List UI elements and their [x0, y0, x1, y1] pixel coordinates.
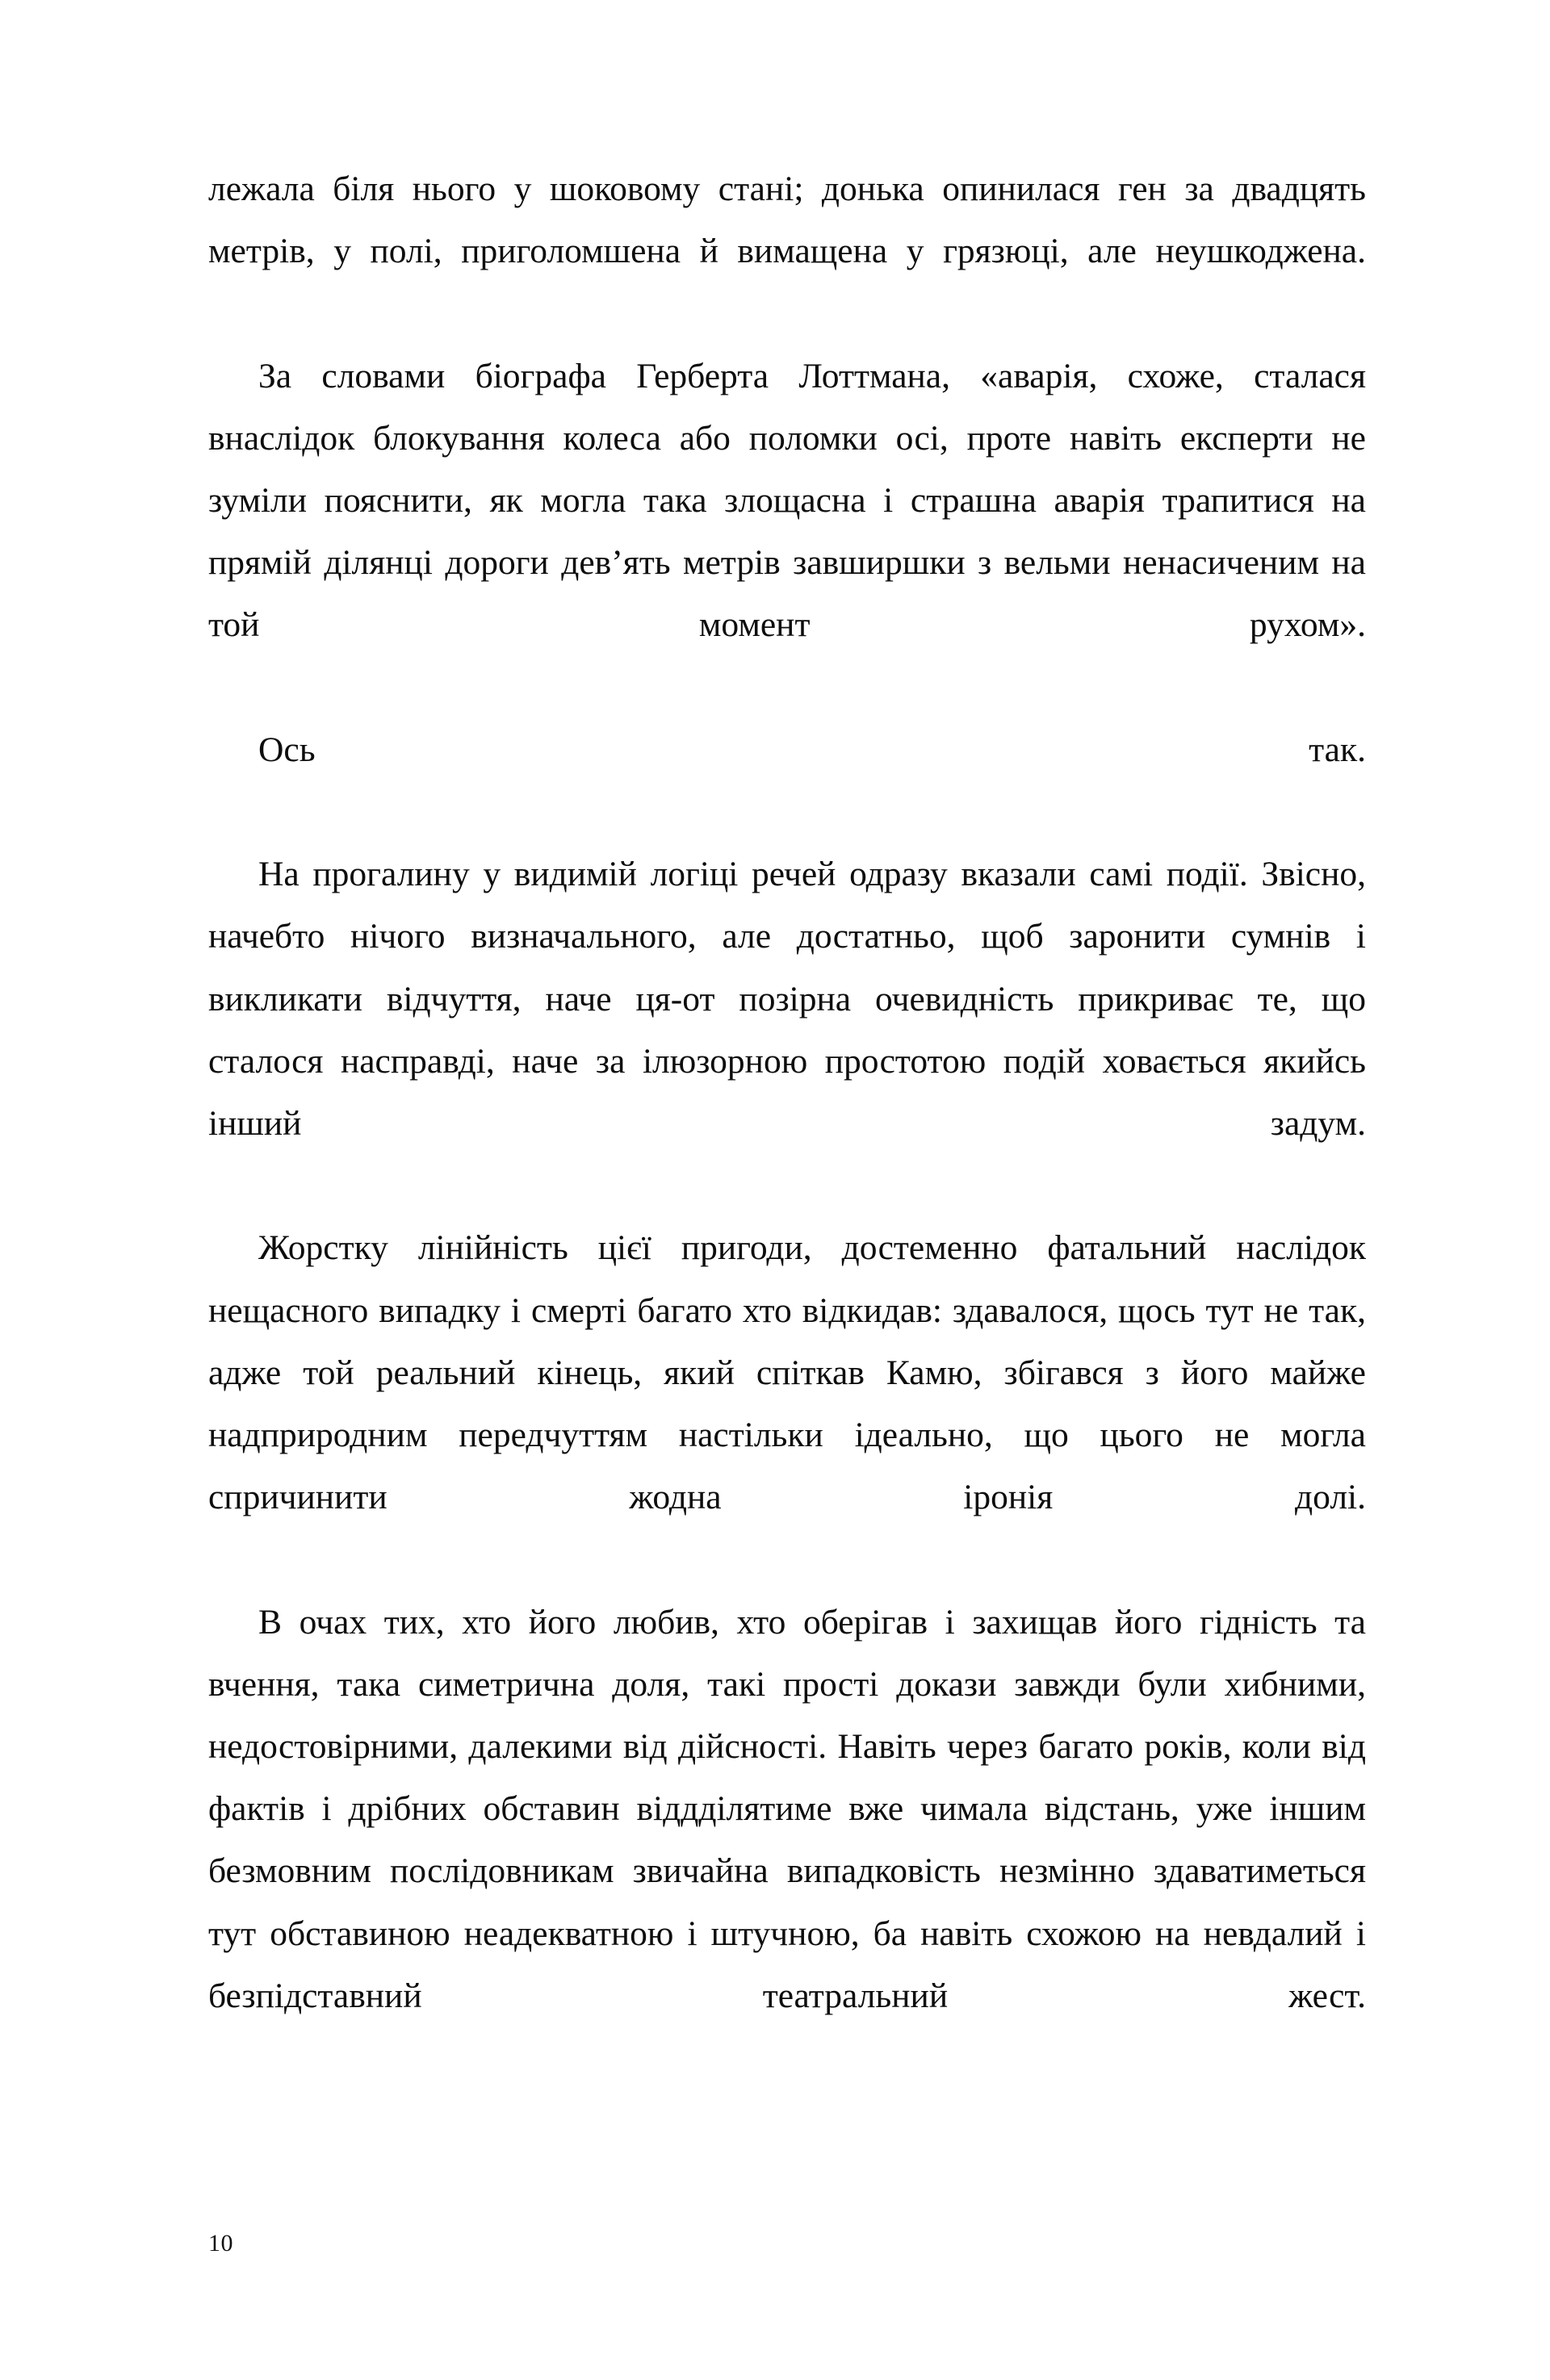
paragraph-linearity: Жорстку лінійність цієї пригоди, достеменно фатальний наслідок нещасного випадку і смерті багато хто відкидав: здавалося, щось тут не так, адже той реальний кінець, який спіткав Камю, збігався з його майже надприродним передчуттям настільки ідеально, що цього не могла спричинити жодна іронія долі. — [208, 1228, 1366, 1517]
paragraph-followers: В очах тих, хто його любив, хто оберігав і захищав його гідність та вчення, така симетрична доля, такі прості докази завжди були хибними, недостовірними, далекими від дійсності. Навіть через багато років, коли від фактів і дрібних обставин віддділятиме вже чимала відстань, уже іншим безмовним послідовникам звичайна випадковість незмінно здаватиметься тут обставиною неадекватною і штучною, ба навіть схожою на невдалий і безпідставний театральний жест. — [208, 1602, 1366, 2015]
page-number: 10 — [208, 2230, 233, 2257]
paragraph-short-remark: Ось так. — [258, 730, 1366, 769]
paragraph-continuation: лежала біля нього у шоковому стані; донька опинилася ген за двадцять метрів, у полі, приголомшена й вимащена у грязюці, але неушкоджена. — [208, 169, 1366, 271]
paragraph-logic-gap: На прогалину у видимій логіці речей одразу вказали самі події. Звісно, начебто нічого визначального, але достатньо, щоб заронити сумнів і викликати відчуття, наче ця-от позірна очевидність прикриває те, що сталося насправді, наче за ілюзорною простотою подій ховається якийсь інший задум. — [208, 855, 1366, 1144]
paragraph-biographer-quote: За словами біографа Герберта Лоттмана, «аварія, схоже, сталася внаслідок блокування колеса або поломки осі, проте навіть експерти не зуміли пояснити, як могла така злощасна і страшна аварія трапитися на прямій ділянці дороги дев’ять метрів завширшки з вельми ненасиченим на той момент рухом». — [208, 356, 1366, 645]
page-text-body — [208, 158, 1366, 2089]
